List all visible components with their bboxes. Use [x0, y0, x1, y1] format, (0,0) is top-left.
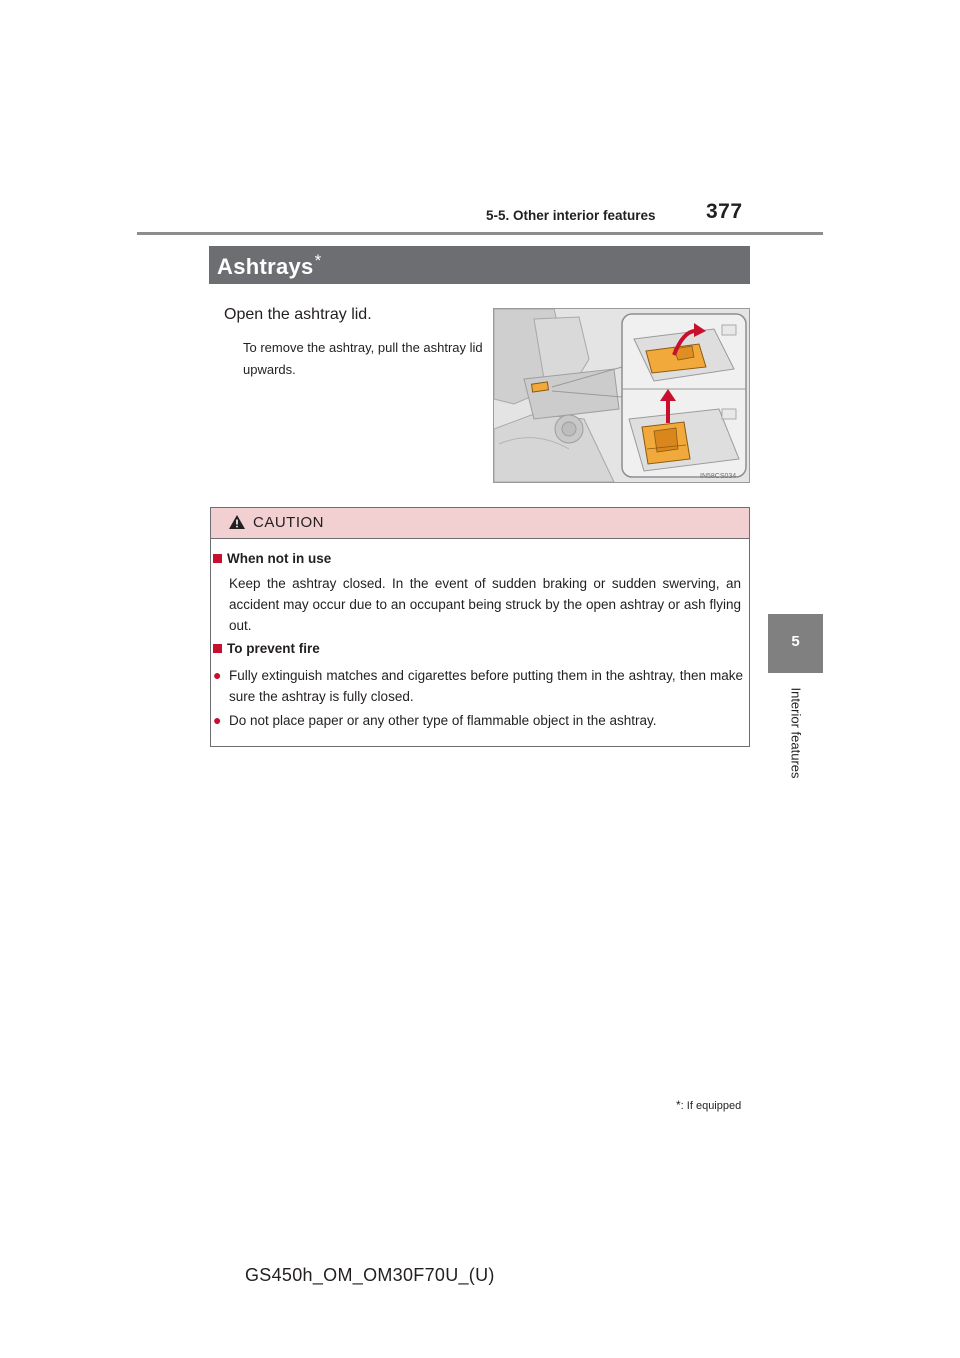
ashtray-illustration	[493, 308, 750, 483]
caution-title: CAUTION	[253, 514, 324, 531]
bullet-dot-icon: ●	[213, 712, 222, 728]
caution-heading-text: To prevent fire	[227, 641, 320, 656]
instruction-step: Open the ashtray lid.	[224, 306, 372, 323]
caution-heading-text: When not in use	[227, 551, 332, 566]
red-square-icon	[213, 554, 222, 563]
illustration-code: IN58CS034	[700, 473, 737, 480]
ashtray-illustration-drawing	[494, 309, 749, 482]
caution-bullet: Do not place paper or any other type of flammable object in the ashtray.	[229, 713, 657, 728]
instruction-detail: To remove the ashtray, pull the ashtray lid upwards.	[243, 340, 483, 377]
red-square-icon	[213, 644, 222, 653]
chapter-number: 5	[791, 633, 800, 650]
caution-heading-prevent-fire	[213, 641, 320, 656]
page-title	[217, 251, 321, 280]
page-title-text: Ashtrays	[217, 254, 314, 279]
caution-bullet: Fully extinguish matches and cigarettes before putting them in the ashtray, then make sure the ashtray is fully closed.	[229, 668, 743, 704]
warning-triangle-icon	[228, 514, 246, 530]
footnote-text: : If equipped	[680, 1100, 742, 1112]
document-id: GS450h_OM_OM30F70U_(U)	[245, 1265, 495, 1285]
bullet-dot-icon: ●	[213, 667, 222, 683]
chapter-label-container	[779, 674, 813, 792]
caution-paragraph: Keep the ashtray closed. In the event of sudden braking or sudden swerving, an accident may occur due to an occupant being struck by the open ashtray or ash flying out.	[229, 576, 741, 633]
footnote-marker: *	[676, 1098, 681, 1112]
equipment-marker: *	[314, 251, 322, 270]
footnote	[676, 1098, 741, 1112]
page-number: 377	[706, 200, 743, 223]
header-divider	[137, 232, 823, 235]
chapter-label: Interior features	[788, 687, 804, 779]
caution-heading-not-in-use	[213, 551, 331, 566]
section-title: 5-5. Other interior features	[486, 208, 656, 223]
